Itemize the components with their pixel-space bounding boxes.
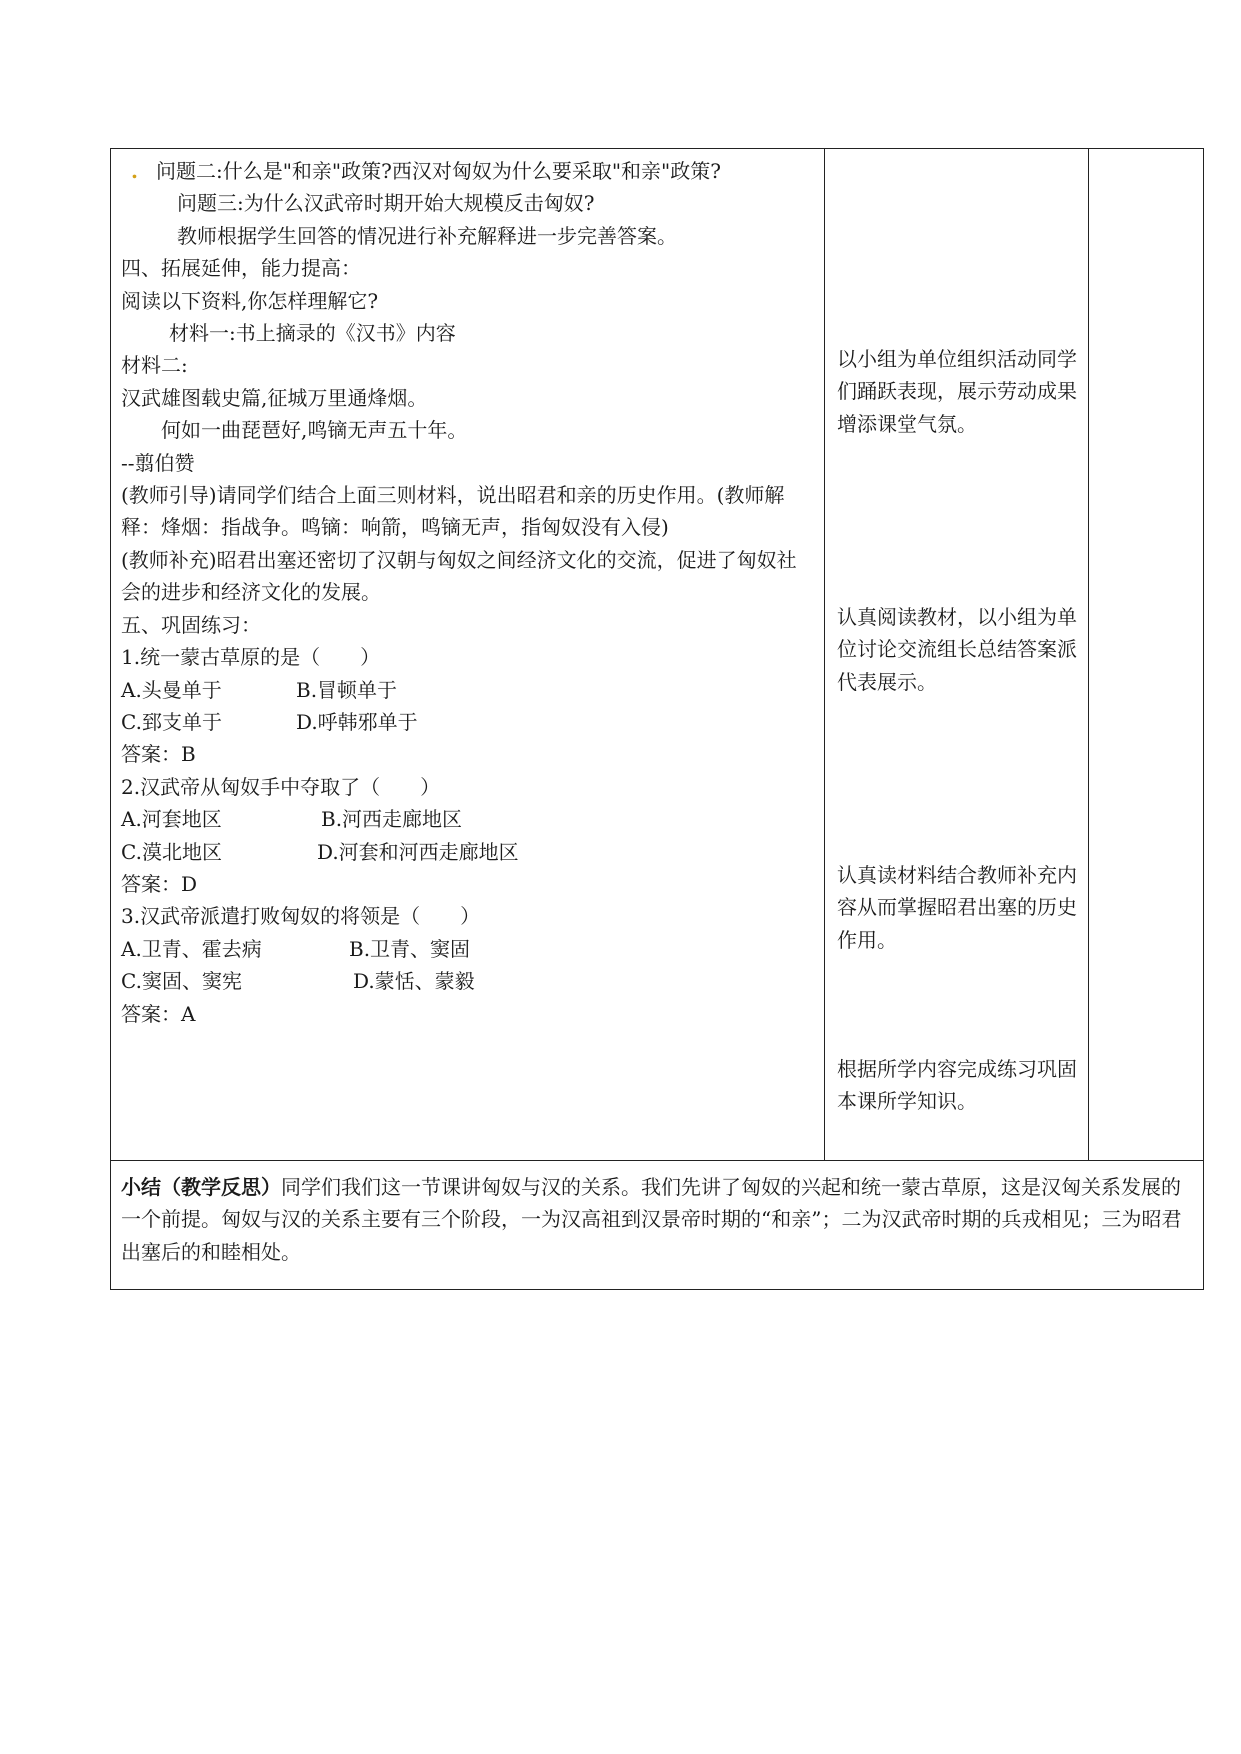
option: A.头曼单于 xyxy=(121,677,222,702)
option-row xyxy=(121,803,814,835)
option: D.蒙恬、蒙毅 xyxy=(353,969,475,994)
student-activity-cell xyxy=(825,149,1089,1161)
question-two-text: 问题二:什么是"和亲"政策?西汉对匈奴为什么要采取"和亲"政策? xyxy=(155,159,721,183)
option: C.郅支单于 xyxy=(121,709,222,734)
answer: 答案：D xyxy=(121,871,198,896)
teacher-guide: (教师引导)请同学们结合上面三则材料，说出昭君和亲的历史作用。(教师解释：烽烟：指战争。鸣镝：响箭，鸣镝无声，指匈奴没有入侵) xyxy=(121,483,785,540)
option: C.窦固、窦宪 xyxy=(121,969,242,994)
option: D.呼韩邪单于 xyxy=(296,709,418,734)
summary-label: 小结（教学反思） xyxy=(121,1175,281,1199)
option-row xyxy=(121,933,814,965)
material-one: 材料一:书上摘录的《汉书》内容 xyxy=(169,321,456,346)
bullet-dot-icon: . xyxy=(131,159,138,183)
option: B.卫青、窦固 xyxy=(349,936,471,961)
poem-author: --翦伯赞 xyxy=(121,450,195,475)
teacher-note: 教师根据学生回答的情况进行补充解释进一步完善答案。 xyxy=(177,223,677,248)
option: D.河套和河西走廊地区 xyxy=(317,839,519,864)
option-row xyxy=(121,836,814,868)
question-three: 问题三:为什么汉武帝时期开始大规模反击匈奴? xyxy=(177,191,595,216)
empty-cell xyxy=(1089,149,1204,1161)
summary-row xyxy=(111,1161,1204,1290)
activity-note-one: 以小组为单位组织活动同学们踊跃表现，展示劳动成果增添课堂气氛。 xyxy=(837,347,1077,436)
activity-note-four: 根据所学内容完成练习巩固本课所学知识。 xyxy=(837,1057,1077,1114)
option-row xyxy=(121,706,814,738)
answer: 答案：B xyxy=(121,742,196,767)
option: C.漠北地区 xyxy=(121,839,222,864)
answer: 答案：A xyxy=(121,1001,196,1026)
content-row xyxy=(111,149,1204,1161)
question-stem: 1.统一蒙古草原的是（ ） xyxy=(121,645,381,670)
poem-line-two: 何如一曲琵琶好,鸣镝无声五十年。 xyxy=(161,418,468,443)
section-four-heading: 四、拓展延伸，能力提高： xyxy=(121,256,361,281)
option: A.卫青、霍去病 xyxy=(121,936,262,961)
teacher-supplement: (教师补充)昭君出塞还密切了汉朝与匈奴之间经济文化的交流，促进了匈奴社会的进步和经济文化的发展。 xyxy=(121,547,797,605)
question-stem: 2.汉武帝从匈奴手中夺取了（ ） xyxy=(121,774,441,799)
summary-text: 同学们我们这一节课讲匈奴与汉的关系。我们先讲了匈奴的兴起和统一蒙古草原，这是汉匈关系发展的一个前提。匈奴与汉的关系主要有三个阶段，一为汉高祖到汉景帝时期的“和亲”；二为汉武帝时期的兵戎相见；三为昭君出塞后的和睦相处。 xyxy=(121,1175,1182,1264)
activity-note-three: 认真读材料结合教师补充内容从而掌握昭君出塞的历史作用。 xyxy=(837,863,1077,952)
lesson-table xyxy=(110,148,1204,1290)
read-prompt: 阅读以下资料,你怎样理解它? xyxy=(121,288,379,313)
option-row xyxy=(121,674,814,706)
option: B.河西走廊地区 xyxy=(321,807,463,832)
poem-line-one: 汉武雄图载史篇,征城万里通烽烟。 xyxy=(121,385,428,410)
option-row xyxy=(121,965,814,997)
question-two xyxy=(121,155,814,187)
question-stem: 3.汉武帝派遣打败匈奴的将领是（ ） xyxy=(121,904,481,929)
summary-cell xyxy=(111,1161,1204,1290)
option: A.河套地区 xyxy=(121,807,222,832)
activity-note-two: 认真阅读教材，以小组为单位讨论交流组长总结答案派代表展示。 xyxy=(837,605,1077,694)
teaching-content-cell xyxy=(111,149,825,1161)
option: B.冒顿单于 xyxy=(296,677,398,702)
section-five-heading: 五、巩固练习： xyxy=(121,612,261,637)
material-two-label: 材料二: xyxy=(121,353,188,378)
